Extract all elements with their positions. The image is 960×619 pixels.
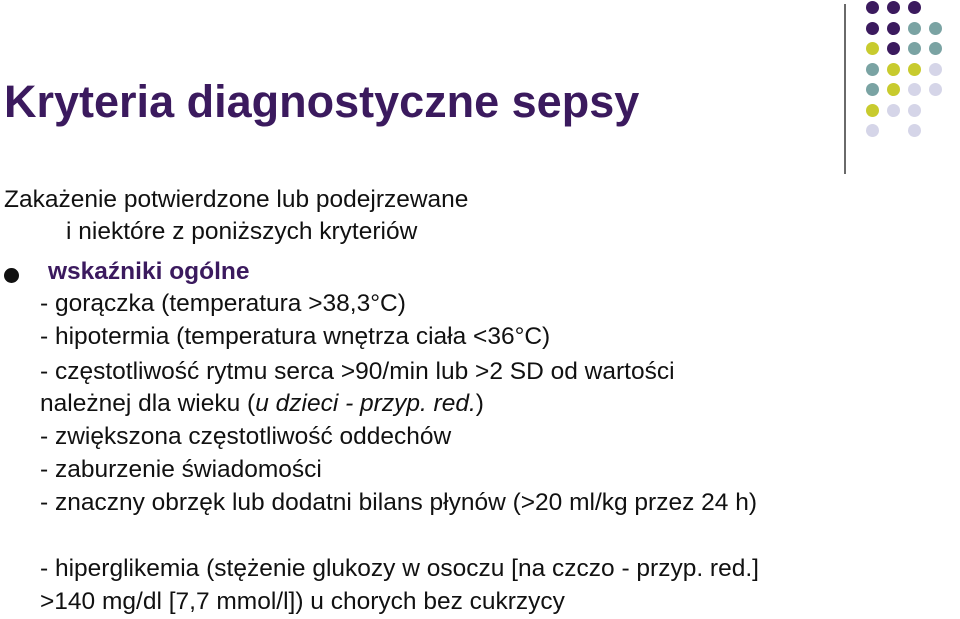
heart-rate-suffix: ) [475, 390, 484, 417]
decor-dot [887, 42, 900, 55]
slide-title: Kryteria diagnostyczne sepsy [4, 76, 640, 127]
decor-dot [887, 104, 900, 117]
decor-dot [929, 83, 942, 96]
bullet-heading: wskaźniki ogólne [48, 258, 250, 285]
intro-line-1: Zakażenie potwierdzone lub podejrzewane [4, 186, 469, 213]
decor-dot [866, 83, 879, 96]
decor-dot [887, 22, 900, 35]
decor-dot [908, 104, 921, 117]
decor-dot [866, 104, 879, 117]
criterion-consciousness: - zaburzenie świadomości [40, 456, 322, 483]
decor-dot [908, 83, 921, 96]
decor-dot [908, 124, 921, 137]
decor-dot [929, 22, 942, 35]
decor-dot [908, 22, 921, 35]
decor-dot [866, 22, 879, 35]
criterion-hypothermia: - hipotermia (temperatura wnętrza ciała <36°C) [40, 323, 551, 350]
decor-dot [929, 42, 942, 55]
decor-dot [866, 1, 879, 14]
criterion-heart-rate-line-2 [40, 388, 484, 420]
decor-dot [866, 42, 879, 55]
heart-rate-prefix: należnej dla wieku ( [40, 390, 256, 417]
criterion-respiration: - zwiększona częstotliwość oddechów [40, 423, 452, 450]
decor-dot [887, 83, 900, 96]
criterion-hyperglycemia-line-2: >140 mg/dl [7,7 mmol/l]) u chorych bez cukrzycy [40, 588, 565, 615]
decor-dot [866, 124, 879, 137]
decor-dot [908, 42, 921, 55]
decor-dot [908, 63, 921, 76]
criterion-edema: - znaczny obrzęk lub dodatni bilans płynów (>20 ml/kg przez 24 h) [40, 489, 757, 516]
criterion-fever: - gorączka (temperatura >38,3°C) [40, 290, 406, 317]
decor-dot [866, 63, 879, 76]
criterion-hyperglycemia-line-1: - hiperglikemia (stężenie glukozy w osoczu [na czczo - przyp. red.] [40, 555, 759, 582]
criterion-heart-rate-line-1: - częstotliwość rytmu serca >90/min lub >2 SD od wartości [40, 358, 675, 385]
decor-dot [887, 63, 900, 76]
decor-dot [887, 1, 900, 14]
decor-dot [929, 63, 942, 76]
intro-line-2: i niektóre z poniższych kryteriów [66, 218, 418, 245]
bullet-icon [4, 268, 19, 283]
decor-dot [908, 1, 921, 14]
editor-note: u dzieci - przyp. red. [255, 390, 476, 417]
